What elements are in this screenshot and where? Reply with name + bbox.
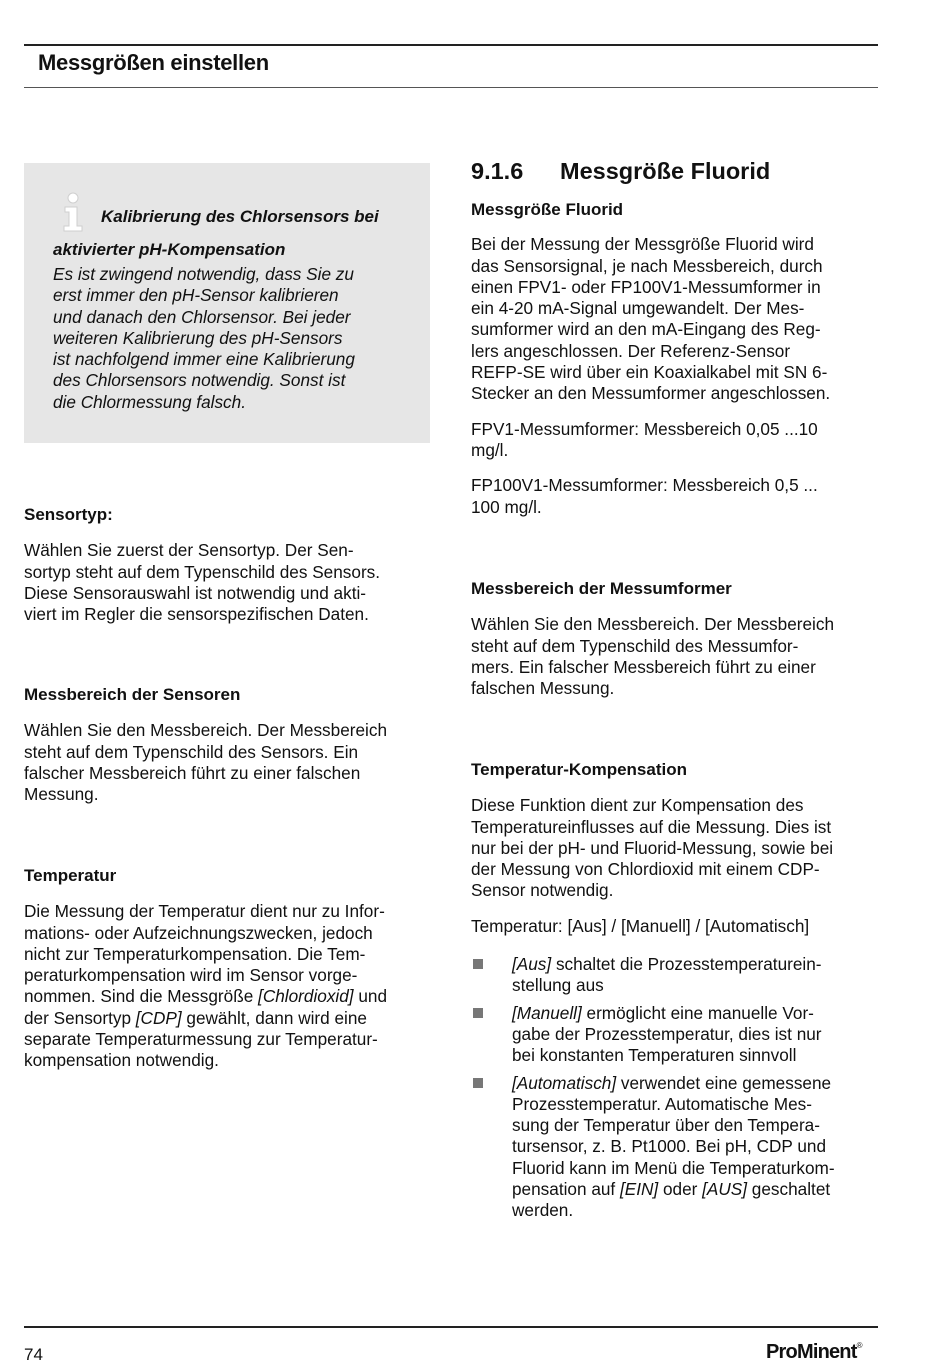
bullet-square-icon (473, 1008, 483, 1018)
text-line: mations- oder Aufzeichnungszwecken, jedoch (24, 922, 373, 943)
header-rule-top (24, 44, 878, 46)
note-body (53, 264, 413, 413)
text-line: der Sensortyp [CDP] gewählt, dann wird eine (24, 1007, 367, 1028)
text-line: REFP-SE wird über ein Koaxialkabel mit SN 6- (471, 362, 828, 383)
messbereich-heading: Messbereich der Sensoren (24, 685, 241, 704)
text-line: FPV1-Messumformer: Messbereich 0,05 ...10 (471, 418, 818, 439)
text-line: mg/l. (471, 439, 509, 460)
list-item: [Manuell] ermöglicht eine manuelle Vor- gabe der Prozesstemperatur, dies ist nur bei konstanten Temperaturen sinnvoll (471, 1003, 879, 1067)
text-line: Die Messung der Temperatur dient nur zu Infor- (24, 901, 385, 922)
text-line: Wählen Sie den Messbereich. Der Messbereich (471, 614, 835, 635)
text-line: Bei der Messung der Messgröße Fluorid wird (471, 234, 814, 255)
options-list (471, 954, 879, 1222)
section-number: 9.1.6 (471, 158, 524, 184)
text-line: Sensor notwendig. (471, 880, 614, 901)
text-line: steht auf dem Typenschild des Messumfor- (471, 635, 799, 656)
temperatur-heading: Temperatur (24, 866, 117, 885)
text-line: das Sensorsignal, je nach Messbereich, durch (471, 255, 823, 276)
options-line: Temperatur: [Aus] / [Manuell] / [Automatisch] (471, 915, 810, 936)
text-line: Wählen Sie zuerst der Sensortyp. Der Sen- (24, 540, 354, 561)
text-line: lers angeschlossen. Der Referenz-Sensor (471, 340, 791, 361)
text-line: steht auf dem Typenschild des Sensors. Ein (24, 741, 359, 762)
note-title: Kalibrierung des Chlorsensors bei aktivierter pH-Kompensation (53, 207, 379, 259)
text-line: separate Temperaturmessung zur Temperatur- (24, 1029, 378, 1050)
text-line: sortyp steht auf dem Typenschild des Sensors. (24, 561, 381, 582)
text-line: nur bei der pH- und Fluorid-Messung, sowie bei (471, 837, 834, 858)
brand-logo: ProMinent® (766, 1341, 862, 1363)
text-line: FP100V1-Messumformer: Messbereich 0,5 ... (471, 475, 818, 496)
temperatur-section (24, 865, 432, 1072)
fluorid-subheading: Messgröße Fluorid (471, 200, 624, 219)
page-number: 74 (24, 1345, 43, 1364)
text-line: kompensation notwendig. (24, 1050, 219, 1071)
messbereich-section (24, 684, 432, 805)
bullet-square-icon (473, 1078, 483, 1088)
page-title: Messgrößen einstellen (38, 50, 269, 75)
text-line: Messung. (24, 784, 99, 805)
text-line: Diese Sensorauswahl ist notwendig und akti- (24, 582, 367, 603)
tk-heading: Temperatur-Kompensation (471, 760, 687, 779)
section-heading (471, 157, 879, 185)
fluorid-section (471, 157, 879, 518)
bullet-square-icon (473, 959, 483, 969)
text-line: peraturkompensation wird im Sensor vorge- (24, 965, 358, 986)
text-line: einen FPV1- oder FP100V1-Messumformer in (471, 276, 821, 297)
messumformer-section (471, 578, 879, 699)
temperatur-kompensation-section (471, 759, 879, 1228)
text-line: nommen. Sind die Messgröße [Chlordioxid] und (24, 986, 388, 1007)
note-line: Es ist zwingend notwendig, dass Sie zu (53, 264, 354, 284)
text-line: Stecker an den Messumformer angeschlossen. (471, 383, 831, 404)
sensortyp-heading: Sensortyp: (24, 505, 113, 524)
text-line: Diese Funktion dient zur Kompensation des (471, 795, 804, 816)
text-line: Temperatureinflusses auf die Messung. Dies ist (471, 816, 832, 837)
sensortyp-section (24, 504, 432, 625)
text-line: ein 4-20 mA-Signal umgewandelt. Der Mes- (471, 298, 805, 319)
note-line: und danach den Chlorsensor. Bei jeder (53, 306, 351, 327)
section-title: Messgröße Fluorid (560, 158, 771, 184)
text-line: mers. Ein falscher Messbereich führt zu einer (471, 656, 816, 677)
footer-rule (24, 1326, 878, 1328)
list-item: [Aus] schaltet die Prozesstemperaturein- stellung aus (471, 954, 879, 997)
text-line: nicht zur Temperaturkompensation. Die Tem- (24, 943, 366, 964)
note-line: erst immer den pH-Sensor kalibrieren (53, 285, 339, 306)
text-line: falschen Messung. (471, 678, 615, 699)
note-line: weiteren Kalibrierung des pH-Sensors (53, 327, 343, 348)
text-line: viert im Regler die sensorspezifischen Daten. (24, 604, 369, 625)
text-line: falscher Messbereich führt zu einer falschen (24, 762, 361, 783)
note-line: des Chlorsensors notwendig. Sonst ist (53, 370, 346, 391)
text-line: 100 mg/l. (471, 496, 542, 517)
list-item: [Automatisch] verwendet eine gemessene Prozesstemperatur. Automatische Mes- sung der Temperatur über den Tempera- tursensor, z. B. Pt1000. Bei pH, CDP und Fluorid kann im Menü die Temperaturkom- pensation auf [EIN] oder [AUS] geschaltet werden. (471, 1073, 879, 1222)
text-line: Wählen Sie den Messbereich. Der Messbereich (24, 720, 388, 741)
note-line: die Chlormessung falsch. (53, 391, 246, 412)
note-line: ist nachfolgend immer eine Kalibrierung (53, 349, 355, 370)
header-rule-bottom (24, 87, 878, 88)
messumformer-heading: Messbereich der Messumformer (471, 579, 732, 598)
text-line: sumformer wird an den mA-Eingang des Reg- (471, 319, 821, 340)
text-line: der Messung von Chlordioxid mit einem CDP- (471, 859, 820, 880)
